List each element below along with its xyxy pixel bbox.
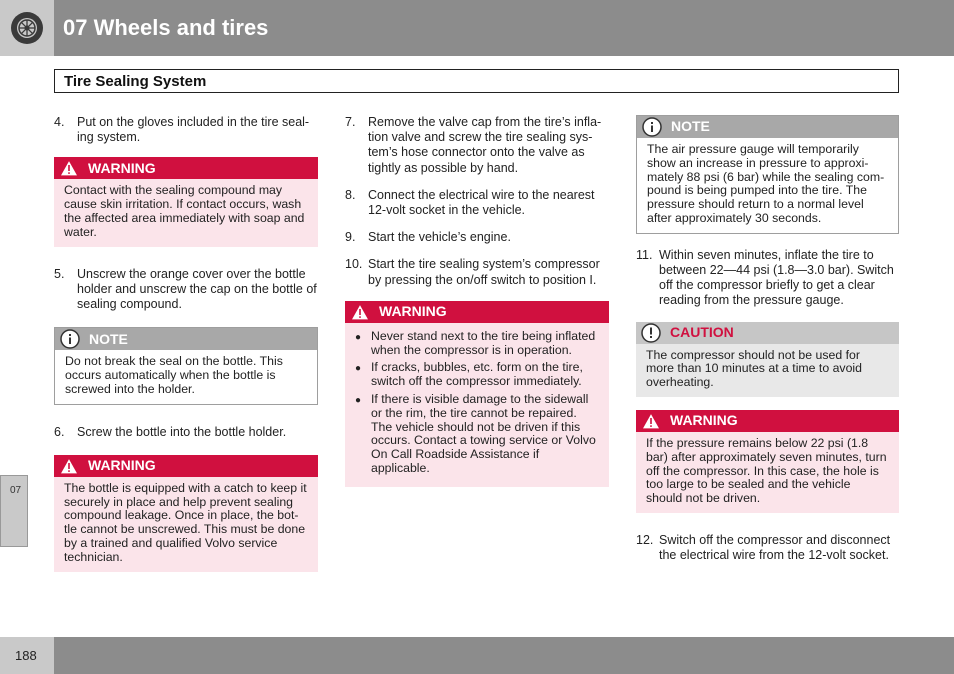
column-2: [345, 115, 609, 503]
warning-text: If the pressure remains below 22 psi (1.8 bar) after approximately seven minutes, turn off the compressor. In this case, the hole is too large to be sealed and the vehicle should not be driven.: [636, 432, 899, 513]
bullet-item: [355, 330, 600, 358]
step-text: Remove the valve cap from the tire’s infla-tion valve and screw the tire sealing sys-tem’s hose connector onto the valve as tightly as possible by hand.: [368, 115, 602, 175]
step-8: [345, 188, 609, 218]
chapter-side-tab: [0, 475, 28, 547]
step-6: [54, 425, 318, 440]
warning-triangle-icon: [54, 157, 84, 179]
step-12: [636, 533, 899, 563]
step-number: 8.: [345, 187, 356, 202]
note-box: [54, 327, 318, 404]
column-1: [54, 115, 318, 588]
warning-label: WARNING: [670, 412, 738, 429]
warning-label: WARNING: [88, 159, 156, 176]
step-text: Switch off the compressor and disconnect the electrical wire from the 12-volt socket.: [659, 532, 891, 563]
step-text: Start the vehicle’s engine.: [368, 230, 511, 245]
bullet-icon: ●: [355, 331, 362, 343]
caution-label: CAUTION: [670, 323, 734, 340]
info-icon: [55, 328, 85, 350]
note-text: The air pressure gauge will temporarily show an increase in pressure to approxi-mately 88 psi (6 bar) while the sealing com-pound is being pumped into the tire. The pressure should return to a normal level after approximately 30 seconds.: [647, 142, 885, 225]
warning-text: The bottle is equipped with a catch to keep it securely in place and help prevent sealing compound leakage. Once in place, the bot-tle cannot be unscrewed. This must be done by a trained and qualified Volvo service technician.: [54, 477, 318, 572]
step-number: 9.: [345, 230, 356, 245]
step-number: 7.: [345, 115, 356, 129]
warning-triangle-icon: [54, 455, 84, 477]
step-number: 11.: [636, 247, 653, 262]
chapter-icon-box: [0, 0, 54, 56]
warning-label: WARNING: [379, 303, 447, 320]
warning-bullet-list: [345, 323, 609, 487]
bullet-text: If cracks, bubbles, etc. form on the tire, switch off the compressor immediately.: [371, 360, 583, 389]
page-footer: [0, 637, 954, 674]
page-number: 188: [15, 648, 37, 663]
exclamation-icon: [636, 322, 666, 344]
step-5: [54, 267, 318, 313]
warning-box: [54, 157, 318, 246]
step-number: 4.: [54, 115, 65, 129]
note-text: Do not break the seal on the bottle. This occurs automatically when the bottle is screwed into the holder.: [65, 354, 283, 396]
step-7: [345, 115, 609, 176]
step-4: [54, 115, 318, 145]
bullet-item: [355, 393, 600, 476]
chapter-header: [0, 0, 954, 56]
warning-box: [345, 301, 609, 487]
chapter-title: 07 Wheels and tires: [63, 15, 269, 40]
step-text: Unscrew the orange cover over the bottle holder and unscrew the cap on the bottle of sealing compound.: [77, 266, 317, 311]
step-11: [636, 248, 899, 309]
step-text: Connect the electrical wire to the nearest 12-volt socket in the vehicle.: [368, 187, 595, 218]
step-10: [345, 257, 609, 287]
info-icon: [637, 116, 667, 138]
step-text: Start the tire sealing system’s compressor by pressing the on/off switch to position I.: [368, 257, 600, 287]
step-number: 6.: [54, 424, 65, 439]
note-label: NOTE: [671, 118, 710, 135]
caution-text: The compressor should not be used for more than 10 minutes at a time to avoid overheating.: [636, 344, 899, 397]
warning-text: Contact with the sealing compound may cause skin irritation. If contact occurs, wash the affected area immediately with soap and water.: [54, 179, 318, 246]
step-text: Screw the bottle into the bottle holder.: [77, 424, 287, 439]
section-title-box: [54, 69, 899, 93]
bullet-icon: ●: [355, 363, 362, 375]
step-number: 12.: [636, 532, 654, 547]
section-title: Tire Sealing System: [64, 73, 207, 90]
warning-triangle-icon: [345, 301, 375, 323]
bullet-item: [355, 361, 600, 389]
warning-box: [54, 455, 318, 572]
page-number-box: [0, 637, 54, 674]
step-number: 10.: [345, 257, 363, 272]
warning-label: WARNING: [88, 457, 156, 474]
step-number: 5.: [54, 266, 65, 281]
caution-box: [636, 322, 899, 397]
bullet-text: If there is visible damage to the sidewall or the rim, the tire cannot be repaired. The vehicle should not be driven if this occurs. Contact a towing service or Volvo On Call Roadside Assistance if applicable.: [371, 392, 596, 475]
step-text: Within seven minutes, inflate the tire to between 22—44 psi (1.8—3.0 bar). Switch off the compressor briefly to get a clear reading from the pressure gauge.: [659, 247, 894, 308]
tire-icon: [9, 10, 45, 46]
step-9: [345, 230, 609, 245]
bullet-icon: ●: [355, 395, 362, 407]
column-3: [636, 115, 899, 575]
note-label: NOTE: [89, 330, 128, 347]
warning-triangle-icon: [636, 410, 666, 432]
bullet-text: Never stand next to the tire being inflated when the compressor is in operation.: [371, 328, 596, 357]
note-box: [636, 115, 899, 234]
warning-box: [636, 410, 899, 513]
chapter-tab-label: 07: [10, 485, 22, 496]
step-text: Put on the gloves included in the tire seal-ing system.: [77, 115, 310, 145]
